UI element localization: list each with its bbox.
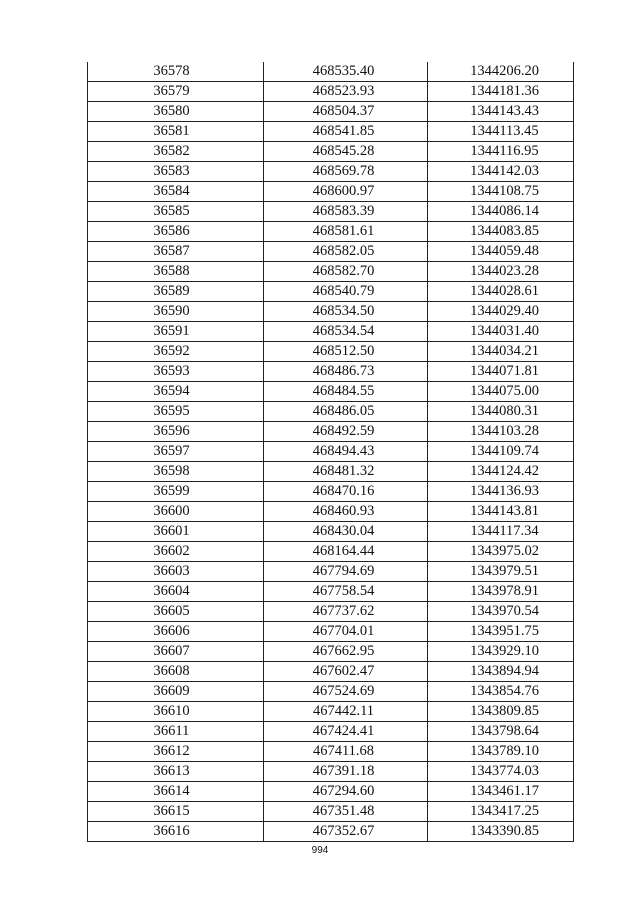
point-id-cell: 36593 <box>88 362 264 382</box>
x-coordinate-cell: 468534.54 <box>264 322 428 342</box>
point-id-cell: 36606 <box>88 622 264 642</box>
point-id-cell: 36590 <box>88 302 264 322</box>
point-id-cell: 36586 <box>88 222 264 242</box>
y-coordinate-cell: 1344136.93 <box>428 482 574 502</box>
table-row <box>88 502 574 522</box>
table-row <box>88 262 574 282</box>
x-coordinate-cell: 467351.48 <box>264 802 428 822</box>
x-coordinate-cell: 467704.01 <box>264 622 428 642</box>
point-id-cell: 36604 <box>88 582 264 602</box>
x-coordinate-cell: 467411.68 <box>264 742 428 762</box>
table-row <box>88 302 574 322</box>
point-id-cell: 36584 <box>88 182 264 202</box>
table-row <box>88 582 574 602</box>
table-row <box>88 162 574 182</box>
table-row <box>88 322 574 342</box>
table-row <box>88 422 574 442</box>
x-coordinate-cell: 468486.05 <box>264 402 428 422</box>
table-row <box>88 182 574 202</box>
table-row <box>88 382 574 402</box>
table-row <box>88 562 574 582</box>
x-coordinate-cell: 467524.69 <box>264 682 428 702</box>
point-id-cell: 36583 <box>88 162 264 182</box>
point-id-cell: 36599 <box>88 482 264 502</box>
x-coordinate-cell: 468541.85 <box>264 122 428 142</box>
y-coordinate-cell: 1343809.85 <box>428 702 574 722</box>
table-row <box>88 602 574 622</box>
point-id-cell: 36610 <box>88 702 264 722</box>
table-row <box>88 202 574 222</box>
x-coordinate-cell: 468164.44 <box>264 542 428 562</box>
y-coordinate-cell: 1344080.31 <box>428 402 574 422</box>
x-coordinate-cell: 468512.50 <box>264 342 428 362</box>
table-row <box>88 642 574 662</box>
table-row <box>88 622 574 642</box>
y-coordinate-cell: 1344113.45 <box>428 122 574 142</box>
y-coordinate-cell: 1344206.20 <box>428 62 574 82</box>
y-coordinate-cell: 1343390.85 <box>428 822 574 842</box>
coordinate-table <box>87 62 574 842</box>
table-row <box>88 282 574 302</box>
table-row <box>88 762 574 782</box>
table-row <box>88 682 574 702</box>
table-row <box>88 402 574 422</box>
y-coordinate-cell: 1344029.40 <box>428 302 574 322</box>
x-coordinate-cell: 467737.62 <box>264 602 428 622</box>
point-id-cell: 36592 <box>88 342 264 362</box>
point-id-cell: 36616 <box>88 822 264 842</box>
x-coordinate-cell: 467424.41 <box>264 722 428 742</box>
point-id-cell: 36600 <box>88 502 264 522</box>
x-coordinate-cell: 468481.32 <box>264 462 428 482</box>
x-coordinate-cell: 467758.54 <box>264 582 428 602</box>
point-id-cell: 36589 <box>88 282 264 302</box>
x-coordinate-cell: 468540.79 <box>264 282 428 302</box>
table-row <box>88 742 574 762</box>
x-coordinate-cell: 468545.28 <box>264 142 428 162</box>
point-id-cell: 36612 <box>88 742 264 762</box>
point-id-cell: 36595 <box>88 402 264 422</box>
x-coordinate-cell: 467662.95 <box>264 642 428 662</box>
point-id-cell: 36609 <box>88 682 264 702</box>
x-coordinate-cell: 468583.39 <box>264 202 428 222</box>
point-id-cell: 36588 <box>88 262 264 282</box>
y-coordinate-cell: 1344031.40 <box>428 322 574 342</box>
point-id-cell: 36582 <box>88 142 264 162</box>
table-row <box>88 482 574 502</box>
point-id-cell: 36611 <box>88 722 264 742</box>
table-row <box>88 362 574 382</box>
x-coordinate-cell: 468600.97 <box>264 182 428 202</box>
y-coordinate-cell: 1344143.81 <box>428 502 574 522</box>
point-id-cell: 36596 <box>88 422 264 442</box>
x-coordinate-cell: 468504.37 <box>264 102 428 122</box>
point-id-cell: 36591 <box>88 322 264 342</box>
table-row <box>88 122 574 142</box>
y-coordinate-cell: 1343951.75 <box>428 622 574 642</box>
point-id-cell: 36579 <box>88 82 264 102</box>
y-coordinate-cell: 1344143.43 <box>428 102 574 122</box>
x-coordinate-cell: 468484.55 <box>264 382 428 402</box>
point-id-cell: 36615 <box>88 802 264 822</box>
y-coordinate-cell: 1343929.10 <box>428 642 574 662</box>
x-coordinate-cell: 468582.05 <box>264 242 428 262</box>
y-coordinate-cell: 1344028.61 <box>428 282 574 302</box>
table-row <box>88 722 574 742</box>
x-coordinate-cell: 467794.69 <box>264 562 428 582</box>
y-coordinate-cell: 1343979.51 <box>428 562 574 582</box>
y-coordinate-cell: 1344034.21 <box>428 342 574 362</box>
y-coordinate-cell: 1343789.10 <box>428 742 574 762</box>
x-coordinate-cell: 468582.70 <box>264 262 428 282</box>
point-id-cell: 36587 <box>88 242 264 262</box>
table-row <box>88 782 574 802</box>
x-coordinate-cell: 467442.11 <box>264 702 428 722</box>
y-coordinate-cell: 1343774.03 <box>428 762 574 782</box>
coordinate-table-body <box>88 62 574 842</box>
point-id-cell: 36581 <box>88 122 264 142</box>
x-coordinate-cell: 468492.59 <box>264 422 428 442</box>
table-row <box>88 522 574 542</box>
x-coordinate-cell: 468523.93 <box>264 82 428 102</box>
page-number: 994 <box>311 845 329 856</box>
y-coordinate-cell: 1344116.95 <box>428 142 574 162</box>
point-id-cell: 36614 <box>88 782 264 802</box>
table-row <box>88 542 574 562</box>
y-coordinate-cell: 1343978.91 <box>428 582 574 602</box>
x-coordinate-cell: 467294.60 <box>264 782 428 802</box>
table-row <box>88 222 574 242</box>
table-row <box>88 662 574 682</box>
table-row <box>88 102 574 122</box>
point-id-cell: 36585 <box>88 202 264 222</box>
y-coordinate-cell: 1344059.48 <box>428 242 574 262</box>
table-row <box>88 462 574 482</box>
y-coordinate-cell: 1344023.28 <box>428 262 574 282</box>
table-row <box>88 142 574 162</box>
y-coordinate-cell: 1344124.42 <box>428 462 574 482</box>
x-coordinate-cell: 468569.78 <box>264 162 428 182</box>
point-id-cell: 36601 <box>88 522 264 542</box>
x-coordinate-cell: 468460.93 <box>264 502 428 522</box>
x-coordinate-cell: 468470.16 <box>264 482 428 502</box>
y-coordinate-cell: 1344083.85 <box>428 222 574 242</box>
y-coordinate-cell: 1344086.14 <box>428 202 574 222</box>
table-row <box>88 62 574 82</box>
y-coordinate-cell: 1344181.36 <box>428 82 574 102</box>
y-coordinate-cell: 1344117.34 <box>428 522 574 542</box>
x-coordinate-cell: 468581.61 <box>264 222 428 242</box>
point-id-cell: 36580 <box>88 102 264 122</box>
y-coordinate-cell: 1344109.74 <box>428 442 574 462</box>
x-coordinate-cell: 467352.67 <box>264 822 428 842</box>
x-coordinate-cell: 468534.50 <box>264 302 428 322</box>
y-coordinate-cell: 1344103.28 <box>428 422 574 442</box>
y-coordinate-cell: 1343798.64 <box>428 722 574 742</box>
point-id-cell: 36598 <box>88 462 264 482</box>
table-row <box>88 82 574 102</box>
x-coordinate-cell: 468494.43 <box>264 442 428 462</box>
point-id-cell: 36605 <box>88 602 264 622</box>
point-id-cell: 36607 <box>88 642 264 662</box>
table-row <box>88 822 574 842</box>
table-row <box>88 242 574 262</box>
point-id-cell: 36594 <box>88 382 264 402</box>
x-coordinate-cell: 468486.73 <box>264 362 428 382</box>
y-coordinate-cell: 1344071.81 <box>428 362 574 382</box>
x-coordinate-cell: 467391.18 <box>264 762 428 782</box>
point-id-cell: 36613 <box>88 762 264 782</box>
point-id-cell: 36608 <box>88 662 264 682</box>
point-id-cell: 36603 <box>88 562 264 582</box>
table-row <box>88 342 574 362</box>
y-coordinate-cell: 1344075.00 <box>428 382 574 402</box>
point-id-cell: 36597 <box>88 442 264 462</box>
y-coordinate-cell: 1344142.03 <box>428 162 574 182</box>
table-row <box>88 802 574 822</box>
y-coordinate-cell: 1343461.17 <box>428 782 574 802</box>
point-id-cell: 36602 <box>88 542 264 562</box>
y-coordinate-cell: 1344108.75 <box>428 182 574 202</box>
y-coordinate-cell: 1343970.54 <box>428 602 574 622</box>
point-id-cell: 36578 <box>88 62 264 82</box>
x-coordinate-cell: 468430.04 <box>264 522 428 542</box>
x-coordinate-cell: 467602.47 <box>264 662 428 682</box>
table-row <box>88 702 574 722</box>
y-coordinate-cell: 1343854.76 <box>428 682 574 702</box>
x-coordinate-cell: 468535.40 <box>264 62 428 82</box>
y-coordinate-cell: 1343894.94 <box>428 662 574 682</box>
y-coordinate-cell: 1343975.02 <box>428 542 574 562</box>
y-coordinate-cell: 1343417.25 <box>428 802 574 822</box>
table-row <box>88 442 574 462</box>
